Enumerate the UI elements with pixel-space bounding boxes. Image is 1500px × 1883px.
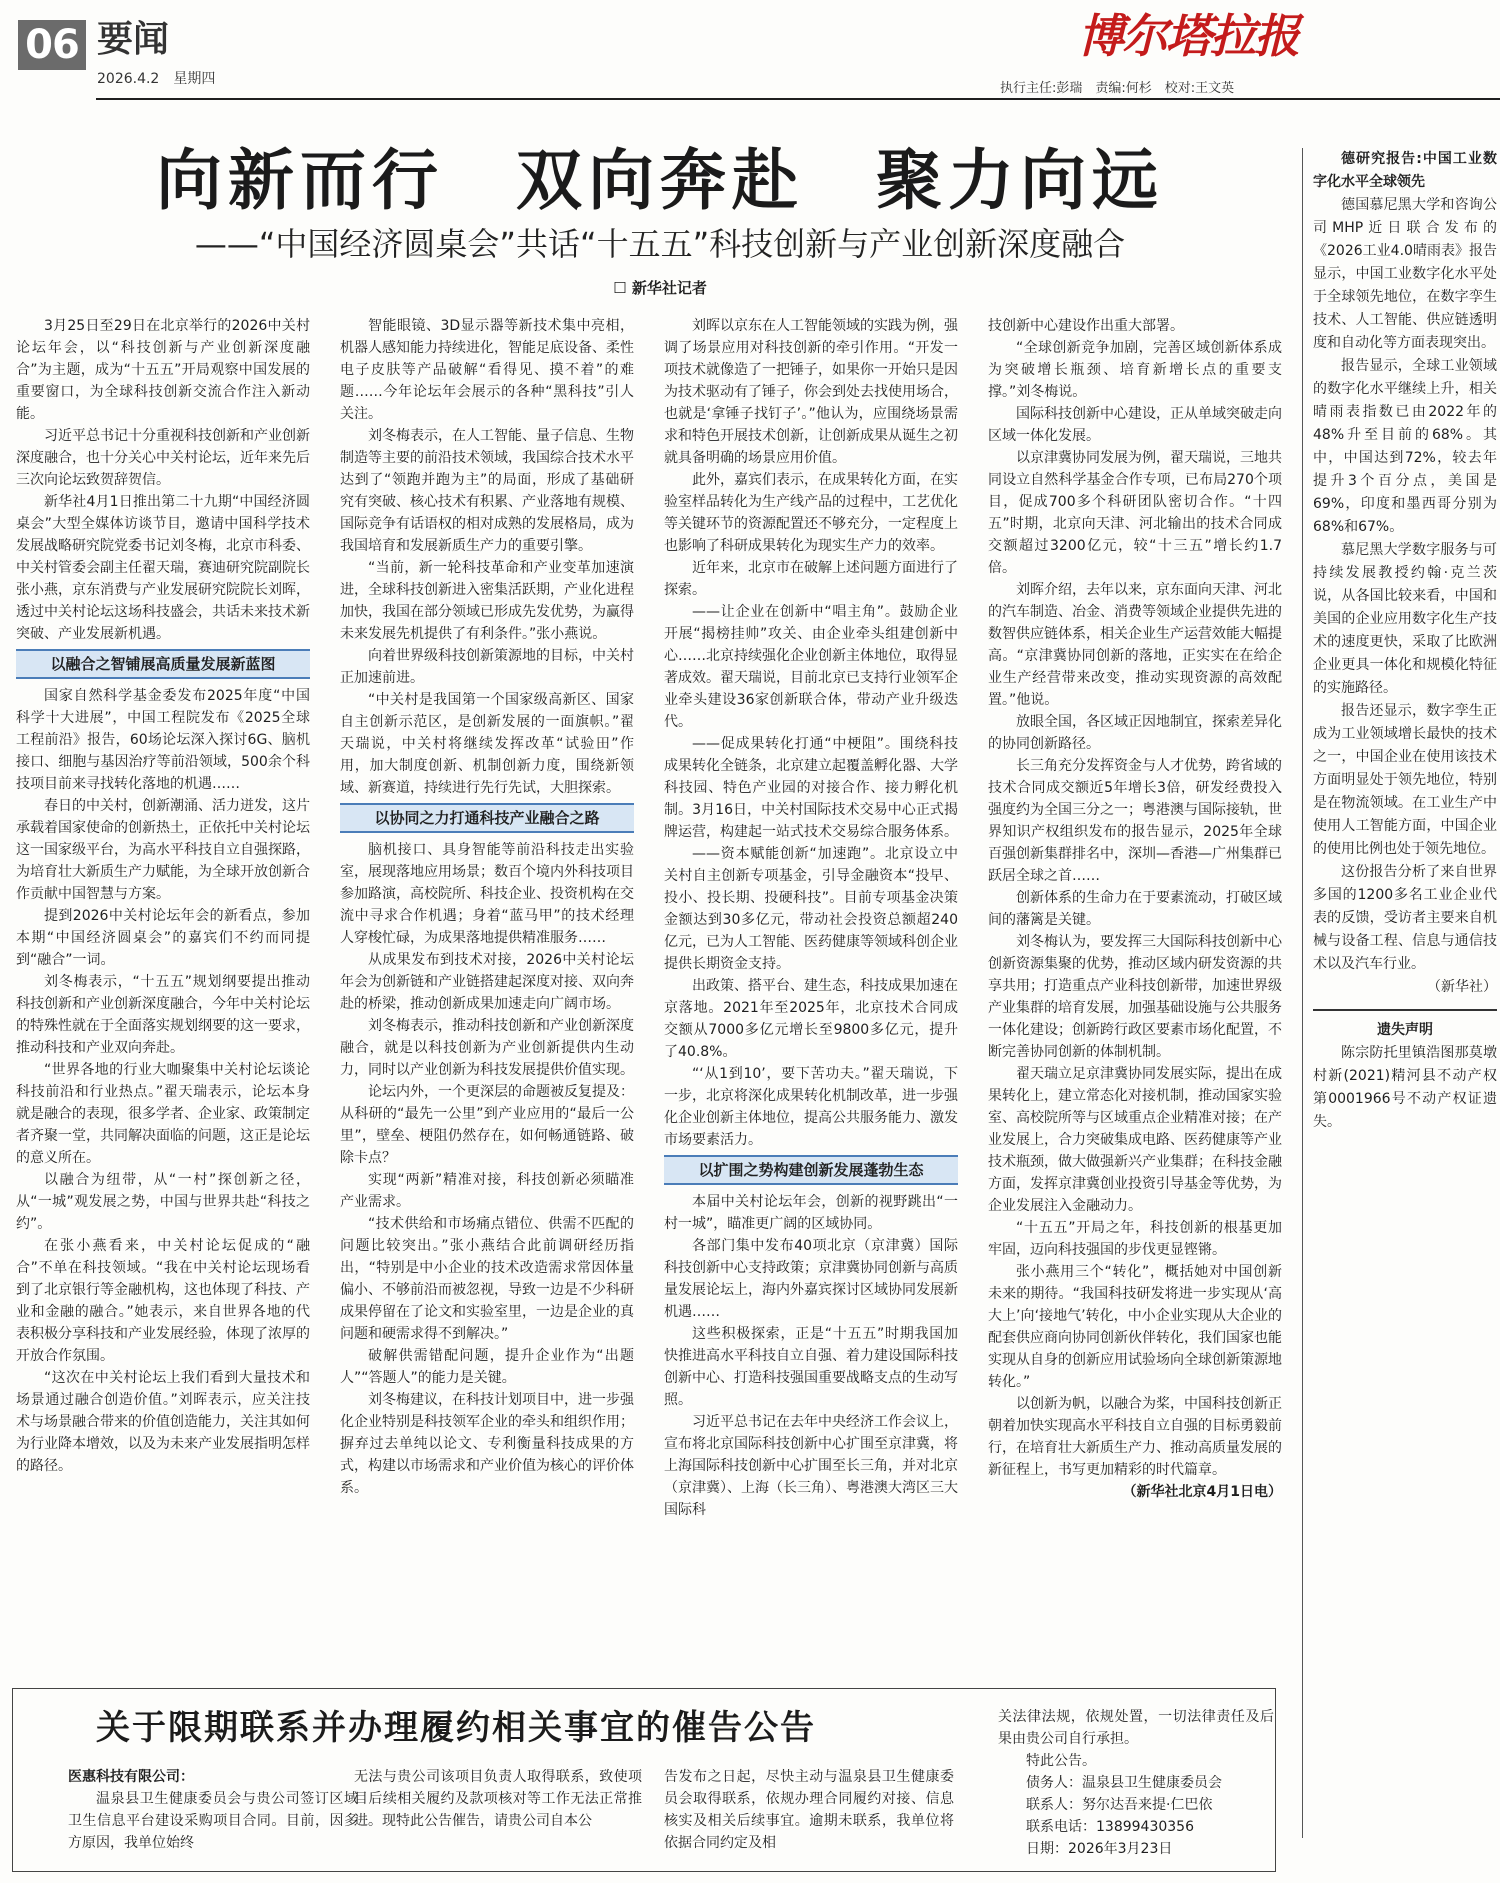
paragraph: 从成果发布到技术对接，2026中关村论坛年会为创新链和产业链搭建起深度对接、双向奔赴的桥梁，推动创新成果加速走向广阔市场。: [340, 952, 634, 1012]
notice-phone: 联系电话：13899430356: [1026, 1819, 1194, 1835]
newspaper-masthead-logo: 博尔塔拉报: [1078, 9, 1298, 63]
paragraph: ——让企业在创新中“唱主角”。鼓励企业开展“揭榜挂帅”攻关、由企业牵头组建创新中心……北京持续强化企业创新主体地位，取得显著成效。翟天瑞说，目前北京已支持行业领军企业牵头建设36家创新联合体，带动产业升级迭代。: [664, 604, 958, 730]
paragraph: 国家自然科学基金委发布2025年度“中国科学十大进展”，中国工程院发布《2025全球工程前沿》报告，60场论坛深入探讨6G、脑机接口、细胞与基因治疗等前沿领域，500余个科技项目前来寻找转化落地的机遇……: [16, 688, 310, 792]
notice-column-3: [664, 1766, 954, 1854]
paragraph: 刘冬梅表示，推动科技创新和产业创新深度融合，就是以科技创新为产业创新提供内生动力，同时以产业创新为科技发展提供价值实现。: [340, 1018, 634, 1078]
paragraph: 在张小燕看来，中关村论坛促成的“融合”不单在科技领域。“我在中关村论坛现场看到了北京银行等金融机构，这也体现了科技、产业和金融的融合。”她表示，来自世界各地的代表积极分享科技和产业发展经验，体现了浓厚的开放合作氛围。: [16, 1238, 310, 1364]
paragraph: “十五五”开局之年，科技创新的根基更加牢固，迈向科技强国的步伐更显铿锵。: [988, 1220, 1282, 1258]
notice-date: 日期：2026年3月23日: [1026, 1841, 1173, 1857]
paragraph: “中关村是我国第一个国家级高新区、国家自主创新示范区，是创新发展的一面旗帜。”翟天瑞说，中关村将继续发挥改革“试验田”作用，加大制度创新、机制创新力度，围绕新领域、新赛道，持续进行先行先试，大胆探索。: [340, 692, 634, 796]
main-headline: 向新而行 双向奔赴 聚力向远: [156, 141, 1164, 219]
sidebar-paragraph: 报告显示，全球工业领域的数字化水平继续上升，相关晴雨表指数已由2022年的48%升至目前的68%。其中，中国达到72%，较去年提升3个百分点，美国是69%，印度和墨西哥分别为68%和67%。: [1313, 358, 1497, 535]
paragraph: 刘晖介绍，去年以来，京东面向天津、河北的汽车制造、冶金、消费等领域企业提供先进的数智供应链体系，相关企业生产运营效能大幅提高。“京津冀协同创新的落地，正实实在在给企业生产经营带来改变，推动实现资源的高效配置。”他说。: [988, 582, 1282, 708]
subheadline: ——“中国经济圆桌会”共话“十五五”科技创新与产业创新深度融合: [194, 225, 1126, 263]
article-column-1: [16, 315, 310, 1670]
paragraph: 国际科技创新中心建设，正从单域突破走向区域一体化发展。: [988, 406, 1282, 444]
paragraph: 刘冬梅认为，要发挥三大国际科技创新中心创新资源集聚的优势，推动区域内研发资源的共享共用；打造重点产业科技创新带，加速世界级产业集群的培育发展，加强基础设施与公共服务一体化建设；创新跨行政区要素市场化配置，不断完善协同创新的体制机制。: [988, 934, 1282, 1060]
paragraph: 提到2026中关村论坛年会的新看点，参加本期“中国经济圆桌会”的嘉宾们不约而同提到“融合”一词。: [16, 908, 310, 968]
paragraph: 智能眼镜、3D显示器等新技术集中亮相，机器人感知能力持续进化，智能足底设备、柔性电子皮肤等产品破解“看得见、摸不着”的难题……今年论坛年会展示的各种“黑科技”引人关注。: [340, 318, 634, 422]
paragraph: 刘冬梅表示，“十五五”规划纲要提出推动科技创新和产业创新深度融合，今年中关村论坛的特殊性就在于全面落实规划纲要的这一要求，推动科技和产业双向奔赴。: [16, 974, 310, 1056]
paragraph: 破解供需错配问题，提升企业作为“出题人”“答题人”的能力是关键。: [340, 1348, 634, 1386]
paragraph: “全球创新竞争加剧，完善区域创新体系成为突破增长瓶颈、培育新增长点的重要支撑。”刘冬梅说。: [988, 340, 1282, 400]
paragraph: 各部门集中发布40项北京（京津冀）国际科技创新中心支持政策；京津冀协同创新与高质量发展论坛上，海内外嘉宾探讨区域协同发展新机遇……: [664, 1238, 958, 1320]
paragraph: 以融合为纽带，从“一村”探创新之径，从“一城”观发展之势，中国与世界共赴“科技之约”。: [16, 1172, 310, 1232]
article-column-4: [988, 315, 1282, 1670]
lost-notice-title: 遗失声明: [1377, 1022, 1433, 1038]
paragraph: “世界各地的行业大咖聚集中关村论坛谈论科技前沿和行业热点。”翟天瑞表示，论坛本身就是融合的表现，很多学者、企业家、政策制定者齐聚一堂，共同解决面临的问题，这正是论坛的意义所在。: [16, 1062, 310, 1166]
paragraph: “当前，新一轮科技革命和产业变革加速演进，全球科技创新进入密集活跃期，产业化进程加快，我国在部分领域已形成先发优势，为赢得未来发展先机提供了有利条件。”张小燕说。: [340, 560, 634, 642]
notice-text: 温泉县卫生健康委员会与贵公司签订区域卫生信息平台建设采购项目合同。目前，因多方原因，我单位始终: [68, 1791, 358, 1851]
article-column-2: [340, 315, 634, 1670]
sidebar-paragraph: 报告还显示，数字孪生正成为工业领域增长最快的技术之一，中国企业在使用该技术方面明显处于领先地位，特别是在物流领域。在工业生产中使用人工智能方面，中国企业的使用比例也处于领先地位。: [1313, 703, 1497, 857]
editor-credits: 执行主任:彭瑞 责编:何杉 校对:王文英: [1000, 81, 1235, 96]
paragraph: ——促成果转化打通“中梗阻”。围绕科技成果转化全链条，北京建立起覆盖孵化器、大学科技园、特色产业园的对接合作、接力孵化机制。3月16日，中关村国际技术交易中心正式揭牌运营，构建起一站式技术交易综合服务体系。: [664, 736, 958, 840]
paragraph: “这次在中关村论坛上我们看到大量技术和场景通过融合创造价值。”刘晖表示，应关注技术与场景融合带来的价值创造能力，关注其如何为行业降本增效，以及为未来产业发展指明怎样的路径。: [16, 1370, 310, 1474]
paragraph: 新华社4月1日推出第二十九期“中国经济圆桌会”大型全媒体访谈节目，邀请中国科学技术发展战略研究院党委书记刘冬梅，北京市科委、中关村管委会副主任翟天瑞，赛迪研究院副院长张小燕，京东消费与产业发展研究院院长刘晖，透过中关村论坛这场科技盛会，共话未来技术新突破、产业发展新机遇。: [16, 494, 310, 642]
sidebar-source: （新华社）: [1427, 979, 1497, 995]
notice-column-1: [68, 1766, 358, 1854]
header-rule: [96, 98, 1500, 100]
paragraph: 出政策、搭平台、建生态，科技成果加速在京落地。2021年至2025年，北京技术合同成交额从7000多亿元增长至9800多亿元，提升了40.8%。: [664, 978, 958, 1060]
paragraph: 技创新中心建设作出重大部署。: [988, 318, 1184, 334]
issue-date: 2026.4.2 星期四: [97, 71, 216, 87]
section-heading: 以协同之力打通科技产业融合之路: [340, 803, 634, 833]
paragraph: 刘冬梅表示，在人工智能、量子信息、生物制造等主要的前沿技术领域，我国综合技术水平达到了“领跑并跑为主”的局面，形成了基础研究有突破、核心技术有积累、产业落地有规模、国际竞争有话语权的相对成熟的发展格局，成为我国培育和发展新质生产力的重要引擎。: [340, 428, 634, 554]
paragraph: 脑机接口、具身智能等前沿科技走出实验室，展现落地应用场景；数百个境内外科技项目参加路演，高校院所、科技企业、投资机构在交流中寻求合作机遇；身着“蓝马甲”的技术经理人穿梭忙碌，为成果落地提供精准服务……: [340, 842, 634, 946]
paragraph: 春日的中关村，创新潮涌、活力迸发，这片承载着国家使命的创新热土，正依托中关村论坛这一国家级平台，为高水平科技自立自强探路，为培育壮大新质生产力赋能，为全球开放创新合作贡献中国智慧与方案。: [16, 798, 310, 902]
sidebar-paragraph: 慕尼黑大学数字服务与可持续发展教授约翰·克兰茨说，从各国比较来看，中国和美国的企业应用数字化生产技术的速度更快，采取了比欧洲企业更具一体化和规模化特征的实施路径。: [1313, 542, 1497, 696]
paragraph: 3月25日至29日在北京举行的2026中关村论坛年会，以“科技创新与产业创新深度融合”为主题，成为“十五五”开局观察中国发展的重要窗口，为全球科技创新交流合作注入新动能。: [16, 318, 310, 422]
paragraph: 论坛内外，一个更深层的命题被反复提及：从科研的“最先一公里”到产业应用的“最后一公里”，壁垒、梗阻仍然存在，如何畅通链路、破除卡点？: [340, 1084, 634, 1166]
paragraph: 刘晖以京东在人工智能领域的实践为例，强调了场景应用对科技创新的牵引作用。“开发一项技术就像造了一把锤子，如果你一开始只是因为技术驱动有了锤子，你会到处去找使用场合，也就是‘拿锤子找钉子’。”他认为，应围绕场景需求和特色开展技术创新，让创新成果从诞生之初就具备明确的场景应用价值。: [664, 318, 958, 466]
notice-debtor: 债务人：温泉县卫生健康委员会: [1026, 1775, 1222, 1791]
paragraph: 翟天瑞立足京津冀协同发展实际，提出在成果转化上，建立常态化对接机制，推动国家实验室、高校院所等与区域重点企业精准对接；在产业发展上，合力突破集成电路、医药健康等产业技术瓶颈，做大做强新兴产业集群；在科技金融方面，发挥京津冀创业投资引导基金等优势，为企业发展注入金融动力。: [988, 1066, 1282, 1214]
paragraph: 这些积极探索，正是“十五五”时期我国加快推进高水平科技自立自强、着力建设国际科技创新中心、打造科技强国重要战略支点的生动写照。: [664, 1326, 958, 1408]
notice-text: 关法律法规，依规处置，一切法律责任及后果由贵公司自行承担。: [998, 1709, 1274, 1747]
sidebar-divider: [1313, 1009, 1497, 1011]
paragraph: 以京津冀协同发展为例，翟天瑞说，三地共同设立自然科学基金合作专项，已布局270个项目，促成700多个科研团队密切合作。“十四五”时期，北京向天津、河北输出的技术合同成交额超过3200亿元，较“十三五”增长约1.7倍。: [988, 450, 1282, 576]
notice-text: 无法与贵公司该项目负责人取得联系，致使项目后续相关履约及款项核对等工作无法正常推进。现特此公告催告，请贵公司自本公: [354, 1769, 642, 1829]
sidebar-paragraph: 这份报告分析了来自世界多国的1200多名工业企业代表的反馈，受访者主要来自机械与设备工程、信息与通信技术以及汽车行业。: [1313, 864, 1497, 972]
paragraph: 向着世界级科技创新策源地的目标，中关村正加速前进。: [340, 648, 634, 686]
sidebar-paragraph: 德国慕尼黑大学和咨询公司MHP近日联合发布的《2026工业4.0晴雨表》报告显示，中国工业数字化水平处于全球领先地位，在数字孪生技术、人工智能、供应链透明度和自动化等方面表现突出。: [1313, 197, 1497, 351]
paragraph: 实现“两新”精准对接，科技创新必须瞄准产业需求。: [340, 1172, 634, 1210]
notice-column-4: [998, 1706, 1274, 1860]
paragraph: ——资本赋能创新“加速跑”。北京设立中关村自主创新专项基金，引导金融资本“投早、投小、投长期、投硬科技”。目前专项基金决策金额达到30多亿元，带动社会投资总额超240亿元，已为人工智能、医药健康等领域科创企业提供长期资金支持。: [664, 846, 958, 972]
paragraph: 本届中关村论坛年会，创新的视野跳出“一村一城”，瞄准更广阔的区域协同。: [664, 1194, 958, 1232]
section-heading: 以融合之智铺展高质量发展新蓝图: [16, 649, 310, 679]
paragraph: 以创新为帆，以融合为桨，中国科技创新正朝着加快实现高水平科技自立自强的目标勇毅前行，在培育壮大新质生产力、推动高质量发展的新征程上，书写更加精彩的时代篇章。: [988, 1396, 1282, 1478]
byline: ☐ 新华社记者: [613, 279, 707, 297]
dateline-signoff: （新华社北京4月1日电）: [1122, 1484, 1282, 1500]
notice-text: 告发布之日起，尽快主动与温泉县卫生健康委员会取得联系，依规办理合同履约对接、信息核实及相关后续事宜。逾期未联系，我单位将依据合同约定及相: [664, 1769, 954, 1851]
paragraph: 长三角充分发挥资金与人才优势，跨省域的技术合同成交额近5年增长3倍，研发经费投入强度约为全国三分之一；粤港澳与国际接轨，世界知识产权组织发布的报告显示，2025年全球百强创新集群排名中，深圳—香港—广州集群已跃居全球之首……: [988, 758, 1282, 884]
paragraph: 近年来，北京市在破解上述问题方面进行了探索。: [664, 560, 958, 598]
notice-title: 关于限期联系并办理履约相关事宜的催告公告: [96, 1708, 816, 1748]
notice-addressee: 医惠科技有限公司：: [68, 1769, 194, 1785]
section-name: 要闻: [97, 19, 170, 60]
paragraph: 习近平总书记十分重视科技创新和产业创新深度融合，也十分关心中关村论坛，近年来先后三次向论坛致贺辞贺信。: [16, 428, 310, 488]
sidebar-news-brief: [1302, 148, 1497, 1838]
paragraph: “‘从1到10’，要下苦功夫。”翟天瑞说，下一步，北京将深化成果转化机制改革，进一步强化企业创新主体地位，提高公共服务能力、激发市场要素活力。: [664, 1066, 958, 1148]
section-heading: 以扩围之势构建创新发展蓬勃生态: [664, 1155, 958, 1185]
notice-contact: 联系人：努尔达吾来提·仁巴依: [1026, 1797, 1213, 1813]
paragraph: 此外，嘉宾们表示，在成果转化方面，在实验室样品转化为生产线产品的过程中，工艺优化等关键环节的资源配置还不够充分，一定程度上也影响了科研成果转化为现实生产力的效率。: [664, 472, 958, 554]
paragraph: 刘冬梅建议，在科技计划项目中，进一步强化企业特别是科技领军企业的牵头和组织作用；摒弃过去单纯以论文、专利衡量科技成果的方式，构建以市场需求和产业价值为核心的评价体系。: [340, 1392, 634, 1496]
lost-notice-text: 陈宗防托里镇浩图那莫墩村新(2021)精河县不动产权第0001966号不动产权证遗失。: [1313, 1045, 1497, 1130]
paragraph: “技术供给和市场痛点错位、供需不匹配的问题比较突出。”张小燕结合此前调研经历指出，“特别是中小企业的技术改造需求常因体量偏小、不够前沿而被忽视，导致一边是不少科研成果停留在了论文和实验室里，一边是企业的真问题和硬需求得不到解决。”: [340, 1216, 634, 1342]
page-number: 06: [18, 20, 86, 70]
sidebar-title: 德研究报告:中国工业数字化水平全球领先: [1313, 151, 1497, 190]
paragraph: 张小燕用三个“转化”，概括她对中国创新未来的期待。“我国科技研发将进一步实现从‘高大上’向‘接地气’转化，中小企业实现从大企业的配套供应商向协同创新伙伴转化，我们国家也能实现从自身的创新应用试验场向全球创新策源地转化。”: [988, 1264, 1282, 1390]
notice-column-2: [354, 1766, 642, 1832]
notice-closing: 特此公告。: [1026, 1753, 1096, 1769]
paragraph: 放眼全国，各区域正因地制宜，探索差异化的协同创新路径。: [988, 714, 1282, 752]
article-column-3: [664, 315, 958, 1670]
paragraph: 习近平总书记在去年中央经济工作会议上，宣布将北京国际科技创新中心扩围至京津冀，将上海国际科技创新中心扩围至长三角，并对北京（京津冀）、上海（长三角）、粤港澳大湾区三大国际科: [664, 1414, 958, 1518]
paragraph: 创新体系的生命力在于要素流动，打破区域间的藩篱是关键。: [988, 890, 1282, 928]
